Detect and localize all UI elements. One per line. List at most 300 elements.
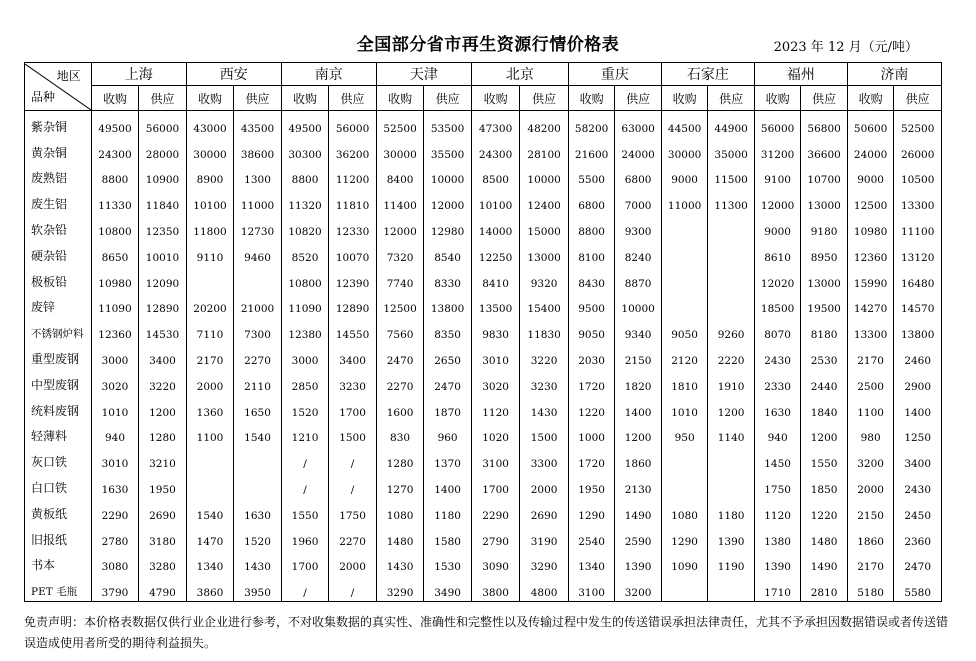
buy-price-cell: 12360 bbox=[847, 240, 894, 266]
supply-price-cell: 1200 bbox=[139, 395, 187, 421]
supply-price-cell: 16480 bbox=[894, 266, 942, 292]
supply-price-cell: 1490 bbox=[615, 498, 662, 524]
buy-price-cell: 9000 bbox=[847, 163, 894, 189]
date-unit-label: 2023 年 12 月（元/吨） bbox=[773, 40, 918, 55]
supply-price-cell bbox=[234, 446, 282, 472]
supply-price-cell: 12890 bbox=[139, 292, 187, 318]
supply-price-cell: 10010 bbox=[139, 240, 187, 266]
buy-price-cell: / bbox=[281, 472, 329, 498]
buy-price-cell: 950 bbox=[661, 421, 708, 447]
supply-price-cell: 1200 bbox=[801, 421, 848, 447]
table-row bbox=[25, 446, 942, 472]
supply-price-cell: 12390 bbox=[329, 266, 377, 292]
buy-price-cell: 3010 bbox=[471, 343, 520, 369]
buy-price-cell: 1210 bbox=[281, 421, 329, 447]
buy-price-cell: 980 bbox=[847, 421, 894, 447]
table-row bbox=[25, 550, 942, 576]
supply-price-cell: 1400 bbox=[894, 395, 942, 421]
supply-price-cell: 13800 bbox=[424, 292, 472, 318]
buy-price-cell: 13500 bbox=[471, 292, 520, 318]
buy-price-cell: 31200 bbox=[754, 137, 801, 163]
buy-price-cell: 1010 bbox=[661, 395, 708, 421]
supply-price-cell: 1300 bbox=[234, 163, 282, 189]
supply-price-cell: 3400 bbox=[329, 343, 377, 369]
buy-price-cell: 1960 bbox=[281, 524, 329, 550]
supply-price-cell: 3220 bbox=[139, 369, 187, 395]
supply-price-cell: 56800 bbox=[801, 111, 848, 137]
table-row bbox=[25, 498, 942, 524]
item-name: 极板铅 bbox=[25, 266, 92, 292]
table-row bbox=[25, 137, 942, 163]
buy-price-cell: 1720 bbox=[568, 369, 615, 395]
buy-price-cell bbox=[661, 575, 708, 601]
buy-price-cell: 47300 bbox=[471, 111, 520, 137]
supply-price-cell: 1580 bbox=[424, 524, 472, 550]
buy-price-cell: 2540 bbox=[568, 524, 615, 550]
buy-price-cell: / bbox=[281, 446, 329, 472]
supply-price-cell: 3230 bbox=[329, 369, 377, 395]
supply-price-cell: 56000 bbox=[139, 111, 187, 137]
buy-price-cell: 1750 bbox=[754, 472, 801, 498]
buy-price-cell: 2000 bbox=[186, 369, 234, 395]
supply-price-cell: 3210 bbox=[139, 446, 187, 472]
supply-price-cell: 1480 bbox=[801, 524, 848, 550]
supply-price-cell: 9180 bbox=[801, 214, 848, 240]
supply-price-cell: 1400 bbox=[424, 472, 472, 498]
supply-price-cell: 12000 bbox=[424, 188, 472, 214]
supply-price-cell: 1180 bbox=[708, 498, 755, 524]
supply-price-cell: 9340 bbox=[615, 317, 662, 343]
supply-header: 供应 bbox=[329, 86, 377, 111]
supply-price-cell: 960 bbox=[424, 421, 472, 447]
buy-price-cell: 3860 bbox=[186, 575, 234, 601]
supply-price-cell: 8350 bbox=[424, 317, 472, 343]
supply-price-cell: 14530 bbox=[139, 317, 187, 343]
buy-price-cell: 3020 bbox=[471, 369, 520, 395]
buy-price-cell: 7110 bbox=[186, 317, 234, 343]
table-row bbox=[25, 163, 942, 189]
supply-price-cell: 3300 bbox=[520, 446, 569, 472]
supply-price-cell: 44900 bbox=[708, 111, 755, 137]
price-table bbox=[24, 62, 942, 602]
supply-price-cell: 1750 bbox=[329, 498, 377, 524]
supply-price-cell: 1200 bbox=[708, 395, 755, 421]
supply-price-cell: 2590 bbox=[615, 524, 662, 550]
item-name: 书本 bbox=[25, 550, 92, 576]
buy-price-cell: 1390 bbox=[754, 550, 801, 576]
supply-price-cell: 10700 bbox=[801, 163, 848, 189]
supply-price-cell: 1820 bbox=[615, 369, 662, 395]
buy-price-cell: 30300 bbox=[281, 137, 329, 163]
supply-price-cell: 2450 bbox=[894, 498, 942, 524]
supply-price-cell: 1390 bbox=[708, 524, 755, 550]
supply-price-cell: 21000 bbox=[234, 292, 282, 318]
buy-header: 收购 bbox=[91, 86, 139, 111]
supply-price-cell: 12330 bbox=[329, 214, 377, 240]
supply-price-cell: 1860 bbox=[615, 446, 662, 472]
supply-price-cell bbox=[708, 472, 755, 498]
sub-header-row bbox=[25, 86, 942, 111]
buy-price-cell: 9100 bbox=[754, 163, 801, 189]
supply-price-cell: 2470 bbox=[894, 550, 942, 576]
supply-price-cell: 5580 bbox=[894, 575, 942, 601]
buy-price-cell bbox=[661, 446, 708, 472]
buy-price-cell: 3290 bbox=[376, 575, 424, 601]
buy-price-cell: 11800 bbox=[186, 214, 234, 240]
corner-region-label: 地区 bbox=[56, 68, 81, 83]
buy-price-cell: 10100 bbox=[186, 188, 234, 214]
supply-price-cell: 11300 bbox=[708, 188, 755, 214]
supply-price-cell: 38600 bbox=[234, 137, 282, 163]
buy-price-cell: 8650 bbox=[91, 240, 139, 266]
buy-price-cell: 1600 bbox=[376, 395, 424, 421]
buy-price-cell: 11000 bbox=[661, 188, 708, 214]
buy-price-cell: 56000 bbox=[754, 111, 801, 137]
buy-price-cell: 1280 bbox=[376, 446, 424, 472]
buy-price-cell: 30000 bbox=[376, 137, 424, 163]
supply-header: 供应 bbox=[615, 86, 662, 111]
supply-price-cell bbox=[708, 214, 755, 240]
buy-price-cell: 1810 bbox=[661, 369, 708, 395]
supply-price-cell: 1250 bbox=[894, 421, 942, 447]
buy-header: 收购 bbox=[281, 86, 329, 111]
buy-price-cell: 1000 bbox=[568, 421, 615, 447]
supply-price-cell: 9300 bbox=[615, 214, 662, 240]
buy-price-cell: 43000 bbox=[186, 111, 234, 137]
buy-price-cell: 1630 bbox=[754, 395, 801, 421]
buy-price-cell: 2290 bbox=[471, 498, 520, 524]
supply-price-cell: 2690 bbox=[520, 498, 569, 524]
supply-price-cell: 10000 bbox=[424, 163, 472, 189]
supply-price-cell: 1220 bbox=[801, 498, 848, 524]
supply-price-cell: 2900 bbox=[894, 369, 942, 395]
buy-price-cell: 9110 bbox=[186, 240, 234, 266]
supply-price-cell: 26000 bbox=[894, 137, 942, 163]
buy-price-cell: 11090 bbox=[91, 292, 139, 318]
supply-price-cell: 10070 bbox=[329, 240, 377, 266]
supply-price-cell bbox=[708, 446, 755, 472]
supply-price-cell: 13000 bbox=[520, 240, 569, 266]
supply-price-cell: 9460 bbox=[234, 240, 282, 266]
buy-price-cell: 21600 bbox=[568, 137, 615, 163]
buy-price-cell: 9050 bbox=[661, 317, 708, 343]
supply-price-cell: 8870 bbox=[615, 266, 662, 292]
buy-price-cell: 3790 bbox=[91, 575, 139, 601]
buy-price-cell: 30000 bbox=[661, 137, 708, 163]
buy-price-cell: 11090 bbox=[281, 292, 329, 318]
supply-price-cell bbox=[708, 292, 755, 318]
buy-price-cell: 1380 bbox=[754, 524, 801, 550]
buy-price-cell: 20200 bbox=[186, 292, 234, 318]
supply-price-cell: 11000 bbox=[234, 188, 282, 214]
buy-price-cell: 1430 bbox=[376, 550, 424, 576]
buy-price-cell: 9500 bbox=[568, 292, 615, 318]
buy-price-cell: 1520 bbox=[281, 395, 329, 421]
buy-price-cell: 1700 bbox=[471, 472, 520, 498]
supply-price-cell: 3280 bbox=[139, 550, 187, 576]
supply-price-cell: 1180 bbox=[424, 498, 472, 524]
buy-price-cell: 3010 bbox=[91, 446, 139, 472]
buy-price-cell: 18500 bbox=[754, 292, 801, 318]
table-row bbox=[25, 317, 942, 343]
table-row bbox=[25, 395, 942, 421]
table-row bbox=[25, 472, 942, 498]
supply-price-cell: 1540 bbox=[234, 421, 282, 447]
supply-price-cell: 6800 bbox=[615, 163, 662, 189]
supply-price-cell: 1550 bbox=[801, 446, 848, 472]
buy-price-cell: 9000 bbox=[754, 214, 801, 240]
region-header: 石家庄 bbox=[661, 63, 754, 86]
supply-price-cell: 2530 bbox=[801, 343, 848, 369]
buy-price-cell: 940 bbox=[754, 421, 801, 447]
supply-price-cell: 1840 bbox=[801, 395, 848, 421]
supply-price-cell: 12090 bbox=[139, 266, 187, 292]
supply-price-cell: 1500 bbox=[520, 421, 569, 447]
table-row bbox=[25, 188, 942, 214]
supply-price-cell: 15400 bbox=[520, 292, 569, 318]
region-header: 南京 bbox=[281, 63, 376, 86]
buy-price-cell: 11330 bbox=[91, 188, 139, 214]
supply-price-cell: 1200 bbox=[615, 421, 662, 447]
buy-price-cell: 2170 bbox=[186, 343, 234, 369]
buy-price-cell: 8800 bbox=[568, 214, 615, 240]
item-name: 白口铁 bbox=[25, 472, 92, 498]
supply-price-cell: 12730 bbox=[234, 214, 282, 240]
buy-price-cell: 2780 bbox=[91, 524, 139, 550]
buy-price-cell: 3100 bbox=[568, 575, 615, 601]
supply-header: 供应 bbox=[520, 86, 569, 111]
buy-price-cell: 10980 bbox=[91, 266, 139, 292]
buy-price-cell: 2470 bbox=[376, 343, 424, 369]
buy-price-cell: 12000 bbox=[754, 188, 801, 214]
supply-price-cell: 2220 bbox=[708, 343, 755, 369]
item-name: 紫杂铜 bbox=[25, 111, 92, 137]
supply-price-cell: 7300 bbox=[234, 317, 282, 343]
supply-price-cell: / bbox=[329, 446, 377, 472]
supply-price-cell: 14570 bbox=[894, 292, 942, 318]
buy-price-cell: 1100 bbox=[847, 395, 894, 421]
buy-price-cell: 1550 bbox=[281, 498, 329, 524]
supply-price-cell: 2430 bbox=[894, 472, 942, 498]
supply-price-cell: 1490 bbox=[801, 550, 848, 576]
buy-price-cell bbox=[661, 214, 708, 240]
supply-price-cell: 1430 bbox=[520, 395, 569, 421]
region-header: 天津 bbox=[376, 63, 471, 86]
buy-price-cell: 2270 bbox=[376, 369, 424, 395]
buy-price-cell: 1480 bbox=[376, 524, 424, 550]
supply-price-cell: 1390 bbox=[615, 550, 662, 576]
supply-price-cell: 10900 bbox=[139, 163, 187, 189]
buy-header: 收购 bbox=[847, 86, 894, 111]
item-name: 统料废钢 bbox=[25, 395, 92, 421]
buy-price-cell: 8500 bbox=[471, 163, 520, 189]
supply-price-cell: 8540 bbox=[424, 240, 472, 266]
table-row bbox=[25, 292, 942, 318]
supply-price-cell: 2130 bbox=[615, 472, 662, 498]
buy-price-cell: 9000 bbox=[661, 163, 708, 189]
buy-price-cell: 11400 bbox=[376, 188, 424, 214]
buy-price-cell: 5180 bbox=[847, 575, 894, 601]
buy-price-cell: 8410 bbox=[471, 266, 520, 292]
supply-price-cell bbox=[708, 575, 755, 601]
supply-price-cell: 9260 bbox=[708, 317, 755, 343]
supply-price-cell: 8240 bbox=[615, 240, 662, 266]
supply-price-cell: 2440 bbox=[801, 369, 848, 395]
table-row bbox=[25, 524, 942, 550]
buy-price-cell: / bbox=[281, 575, 329, 601]
buy-price-cell: 1360 bbox=[186, 395, 234, 421]
supply-price-cell: 24000 bbox=[615, 137, 662, 163]
table-row bbox=[25, 266, 942, 292]
supply-price-cell: 2460 bbox=[894, 343, 942, 369]
item-name: 轻薄料 bbox=[25, 421, 92, 447]
buy-price-cell: 3020 bbox=[91, 369, 139, 395]
buy-price-cell: 7560 bbox=[376, 317, 424, 343]
supply-price-cell: 14550 bbox=[329, 317, 377, 343]
supply-header: 供应 bbox=[139, 86, 187, 111]
supply-price-cell: 2150 bbox=[615, 343, 662, 369]
item-name: 旧报纸 bbox=[25, 524, 92, 550]
item-name: 中型废钢 bbox=[25, 369, 92, 395]
table-row bbox=[25, 369, 942, 395]
buy-price-cell: 1270 bbox=[376, 472, 424, 498]
buy-price-cell: 1700 bbox=[281, 550, 329, 576]
item-name: 废熟铝 bbox=[25, 163, 92, 189]
item-name: 不锈钢炉料 bbox=[25, 317, 92, 343]
buy-price-cell: 8900 bbox=[186, 163, 234, 189]
supply-price-cell: 2000 bbox=[520, 472, 569, 498]
item-name: 废锌 bbox=[25, 292, 92, 318]
supply-price-cell: 3490 bbox=[424, 575, 472, 601]
buy-price-cell: 12000 bbox=[376, 214, 424, 240]
buy-price-cell: 1020 bbox=[471, 421, 520, 447]
supply-price-cell: 2270 bbox=[329, 524, 377, 550]
buy-price-cell: 2120 bbox=[661, 343, 708, 369]
supply-price-cell: 8330 bbox=[424, 266, 472, 292]
buy-price-cell: 8800 bbox=[91, 163, 139, 189]
supply-price-cell: 36600 bbox=[801, 137, 848, 163]
supply-price-cell: 28100 bbox=[520, 137, 569, 163]
item-name: 废生铝 bbox=[25, 188, 92, 214]
item-name: PET 毛瓶 bbox=[25, 575, 92, 601]
buy-price-cell: 49500 bbox=[281, 111, 329, 137]
buy-price-cell: 1290 bbox=[661, 524, 708, 550]
supply-price-cell: 1700 bbox=[329, 395, 377, 421]
supply-price-cell: 10000 bbox=[520, 163, 569, 189]
disclaimer: 免责声明：本价格表数据仅供行业企业进行参考，不对收集数据的真实性、准确性和完整性以及传输过程中发生的传送错误承担法律责任，尤其不予承担因数据错误或者传送错误造成使用者所受的期待利益损失。 bbox=[24, 615, 949, 650]
supply-price-cell: 15000 bbox=[520, 214, 569, 240]
supply-price-cell: 36200 bbox=[329, 137, 377, 163]
supply-price-cell: 12890 bbox=[329, 292, 377, 318]
buy-price-cell: 24000 bbox=[847, 137, 894, 163]
buy-price-cell: 3100 bbox=[471, 446, 520, 472]
buy-price-cell: 1120 bbox=[754, 498, 801, 524]
buy-price-cell: 14270 bbox=[847, 292, 894, 318]
buy-price-cell: 8520 bbox=[281, 240, 329, 266]
buy-price-cell: 10820 bbox=[281, 214, 329, 240]
supply-price-cell: 2650 bbox=[424, 343, 472, 369]
supply-price-cell: 3200 bbox=[615, 575, 662, 601]
buy-price-cell: 58200 bbox=[568, 111, 615, 137]
buy-price-cell: 2790 bbox=[471, 524, 520, 550]
supply-header: 供应 bbox=[801, 86, 848, 111]
supply-price-cell: 12350 bbox=[139, 214, 187, 240]
supply-header: 供应 bbox=[234, 86, 282, 111]
buy-price-cell bbox=[186, 266, 234, 292]
buy-price-cell: 2430 bbox=[754, 343, 801, 369]
supply-price-cell: 48200 bbox=[520, 111, 569, 137]
supply-price-cell: 53500 bbox=[424, 111, 472, 137]
buy-price-cell: 12360 bbox=[91, 317, 139, 343]
supply-price-cell: 11810 bbox=[329, 188, 377, 214]
buy-price-cell: 8400 bbox=[376, 163, 424, 189]
buy-price-cell bbox=[661, 266, 708, 292]
supply-price-cell: 10000 bbox=[615, 292, 662, 318]
supply-price-cell bbox=[708, 266, 755, 292]
buy-price-cell: 1630 bbox=[91, 472, 139, 498]
table-row bbox=[25, 421, 942, 447]
supply-header: 供应 bbox=[424, 86, 472, 111]
supply-price-cell: 1430 bbox=[234, 550, 282, 576]
buy-price-cell: 6800 bbox=[568, 188, 615, 214]
buy-price-cell: 1340 bbox=[568, 550, 615, 576]
supply-price-cell: 3400 bbox=[894, 446, 942, 472]
supply-price-cell: 13000 bbox=[801, 266, 848, 292]
supply-price-cell: 2000 bbox=[329, 550, 377, 576]
buy-price-cell: 1290 bbox=[568, 498, 615, 524]
buy-price-cell bbox=[186, 446, 234, 472]
region-header: 北京 bbox=[471, 63, 568, 86]
buy-price-cell: 12380 bbox=[281, 317, 329, 343]
buy-price-cell: 1090 bbox=[661, 550, 708, 576]
buy-price-cell: 24300 bbox=[471, 137, 520, 163]
supply-price-cell: 1850 bbox=[801, 472, 848, 498]
buy-price-cell: 50600 bbox=[847, 111, 894, 137]
supply-price-cell: / bbox=[329, 472, 377, 498]
supply-price-cell: 52500 bbox=[894, 111, 942, 137]
buy-price-cell: 1010 bbox=[91, 395, 139, 421]
supply-price-cell: 13000 bbox=[801, 188, 848, 214]
buy-price-cell: 1540 bbox=[186, 498, 234, 524]
supply-price-cell: 1520 bbox=[234, 524, 282, 550]
supply-price-cell: 12400 bbox=[520, 188, 569, 214]
buy-price-cell: 13300 bbox=[847, 317, 894, 343]
supply-price-cell: 11200 bbox=[329, 163, 377, 189]
supply-price-cell: 1870 bbox=[424, 395, 472, 421]
supply-price-cell: 1500 bbox=[329, 421, 377, 447]
supply-price-cell: 28000 bbox=[139, 137, 187, 163]
buy-price-cell: 14000 bbox=[471, 214, 520, 240]
supply-price-cell: 3190 bbox=[520, 524, 569, 550]
buy-price-cell: 3090 bbox=[471, 550, 520, 576]
supply-price-cell: 3950 bbox=[234, 575, 282, 601]
buy-price-cell: 2150 bbox=[847, 498, 894, 524]
buy-price-cell: 8070 bbox=[754, 317, 801, 343]
buy-price-cell: 10800 bbox=[281, 266, 329, 292]
table-row bbox=[25, 111, 942, 137]
corner-item-label: 品种 bbox=[31, 89, 56, 104]
buy-price-cell: 24300 bbox=[91, 137, 139, 163]
buy-header: 收购 bbox=[568, 86, 615, 111]
buy-price-cell: 940 bbox=[91, 421, 139, 447]
buy-price-cell: 1470 bbox=[186, 524, 234, 550]
buy-price-cell: 2500 bbox=[847, 369, 894, 395]
supply-price-cell: 3290 bbox=[520, 550, 569, 576]
supply-price-cell: 13300 bbox=[894, 188, 942, 214]
item-name: 软杂铅 bbox=[25, 214, 92, 240]
supply-price-cell bbox=[234, 266, 282, 292]
buy-price-cell: 10100 bbox=[471, 188, 520, 214]
